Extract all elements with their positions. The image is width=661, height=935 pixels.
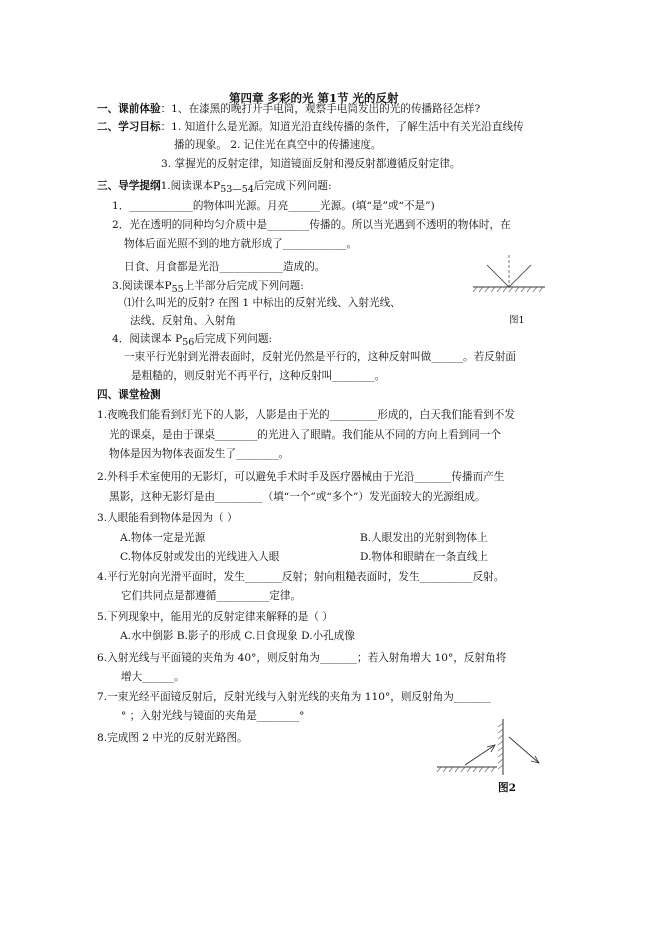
exercise-line: 物体是因为物体表面发生了________。 xyxy=(109,448,290,460)
figure-1-diagram xyxy=(469,253,549,305)
exercise-line: 1.夜晚我们能看到灯光下的人影，人影是由于光的_________形成的，白天我们能看到不发 xyxy=(97,409,515,421)
goal-line: 3. 掌握光的反射定律，知道镜面反射和漫反射都遵循反射定律。 xyxy=(161,158,461,170)
exercise-line: 8.完成图 2 中光的反射光路图。 xyxy=(97,732,248,744)
question-text: 上半部分后完成下列问题: xyxy=(183,280,304,292)
question-text: 4．阅读课本 P xyxy=(112,333,183,345)
question-line: 2．光在透明的同种均匀介质中是________传播的。所以当光遇到不透明的物体时，在 xyxy=(112,219,511,231)
exercise-line: 6.入射光线与平面镜的夹角为 40°，则反射角为_______；若入射角增大 10°，反射角将 xyxy=(97,652,507,664)
section-outline xyxy=(97,179,332,197)
question-line: 一束平行光射到光滑表面时，反射光仍然是平行的，这种反射叫做______。若反射面 xyxy=(124,351,516,363)
exercise-line: 它们共同点是都遵循__________定律。 xyxy=(121,590,302,602)
page-title: 第四章 多彩的光 第1节 光的反射 xyxy=(229,91,399,105)
page-subscript: 53—54 xyxy=(220,184,254,196)
exercise-line: ° ；入射光线与镜面的夹角是________° xyxy=(121,710,305,722)
exercise-line: 增大______。 xyxy=(121,671,185,683)
question-line: 物体后面光照不到的地方就形成了____________。 xyxy=(124,238,358,250)
exercise-line: 3.人眼能看到物体是因为（ ） xyxy=(97,512,238,524)
question-line xyxy=(112,279,304,297)
page-subscript: 56 xyxy=(182,337,195,349)
exercise-line: 黑影，这种无影灯是由_________（填“一个”或“多个”）发光面较大的光源组成。 xyxy=(109,491,486,503)
goal-line: 播的现象。 2. 记住光在真空中的传播速度。 xyxy=(174,139,382,151)
question-line: 是粗糙的，则反射光不再平行，这种反射叫________。 xyxy=(131,370,386,382)
question-line xyxy=(112,332,272,350)
question-line: 1．____________的物体叫光源。月亮______光源。(填“是”或“不是”) xyxy=(112,200,435,212)
section-heading: 一、课前体验 xyxy=(97,103,161,115)
option-a: A.物体一定是光源 xyxy=(120,532,206,544)
exercise-line: 2.外科手术室使用的无影灯，可以避免手术时手及医疗器械由于光沿_______传播而产生 xyxy=(97,471,505,483)
exercise-line: 4.平行光射向光滑平面时，发生_______反射；射向粗糙表面时，发生__________反射。 xyxy=(97,571,505,583)
option-c: C.物体反射或发出的光线进入人眼 xyxy=(120,551,280,563)
goal-line: ：1. 知道什么是光源。知道光沿直线传播的条件，了解生活中有关光沿直线传 xyxy=(160,121,524,133)
section-goals xyxy=(97,120,524,134)
outline-text: 1.阅读课本P xyxy=(160,180,221,192)
exercise-line: 光的课桌，是由于课桌________的光进入了眼睛。我们能从不同的方向上看到同一个 xyxy=(109,429,501,441)
figure-1-label: 图1 xyxy=(509,315,525,326)
section-heading: 四、课堂检测 xyxy=(97,389,161,401)
option-b: B.人眼发出的光射到物体上 xyxy=(360,532,488,544)
question-text: 后完成下列问题: xyxy=(194,333,273,345)
question-line: ⑴什么叫光的反射? 在图 1 中标出的反射光线、入射光线、 xyxy=(124,297,401,309)
option-d: D.物体和眼睛在一条直线上 xyxy=(360,551,489,563)
question-text: 3.阅读课本P xyxy=(112,280,172,292)
figure-2-label: 图2 xyxy=(498,782,516,794)
outline-text: 后完成下列问题: xyxy=(253,180,332,192)
exercise-line: 5.下列现象中，能用光的反射定律来解释的是（ ） xyxy=(97,611,333,623)
section-text: ：1、在漆黑的晚打开手电筒，观察手电筒发出的光的传播路径怎样? xyxy=(160,103,481,115)
figure-2-diagram xyxy=(435,717,543,779)
question-line: 法线、反射角、入射角 xyxy=(130,315,236,327)
section-pre-class xyxy=(97,102,480,116)
exercise-line: 7.一束光经平面镜反射后，反射光线与入射光线的夹角为 110°，则反射角为_______ xyxy=(97,691,491,703)
question-line: 日食、月食都是光沿____________造成的。 xyxy=(124,261,326,273)
section-heading: 三、导学提纲 xyxy=(97,180,161,192)
page-subscript: 55 xyxy=(171,284,184,296)
exercise-options: A.水中倒影 B.影子的形成 C.日食现象 D.小孔成像 xyxy=(120,630,355,642)
section-heading: 二、学习目标 xyxy=(97,121,161,133)
